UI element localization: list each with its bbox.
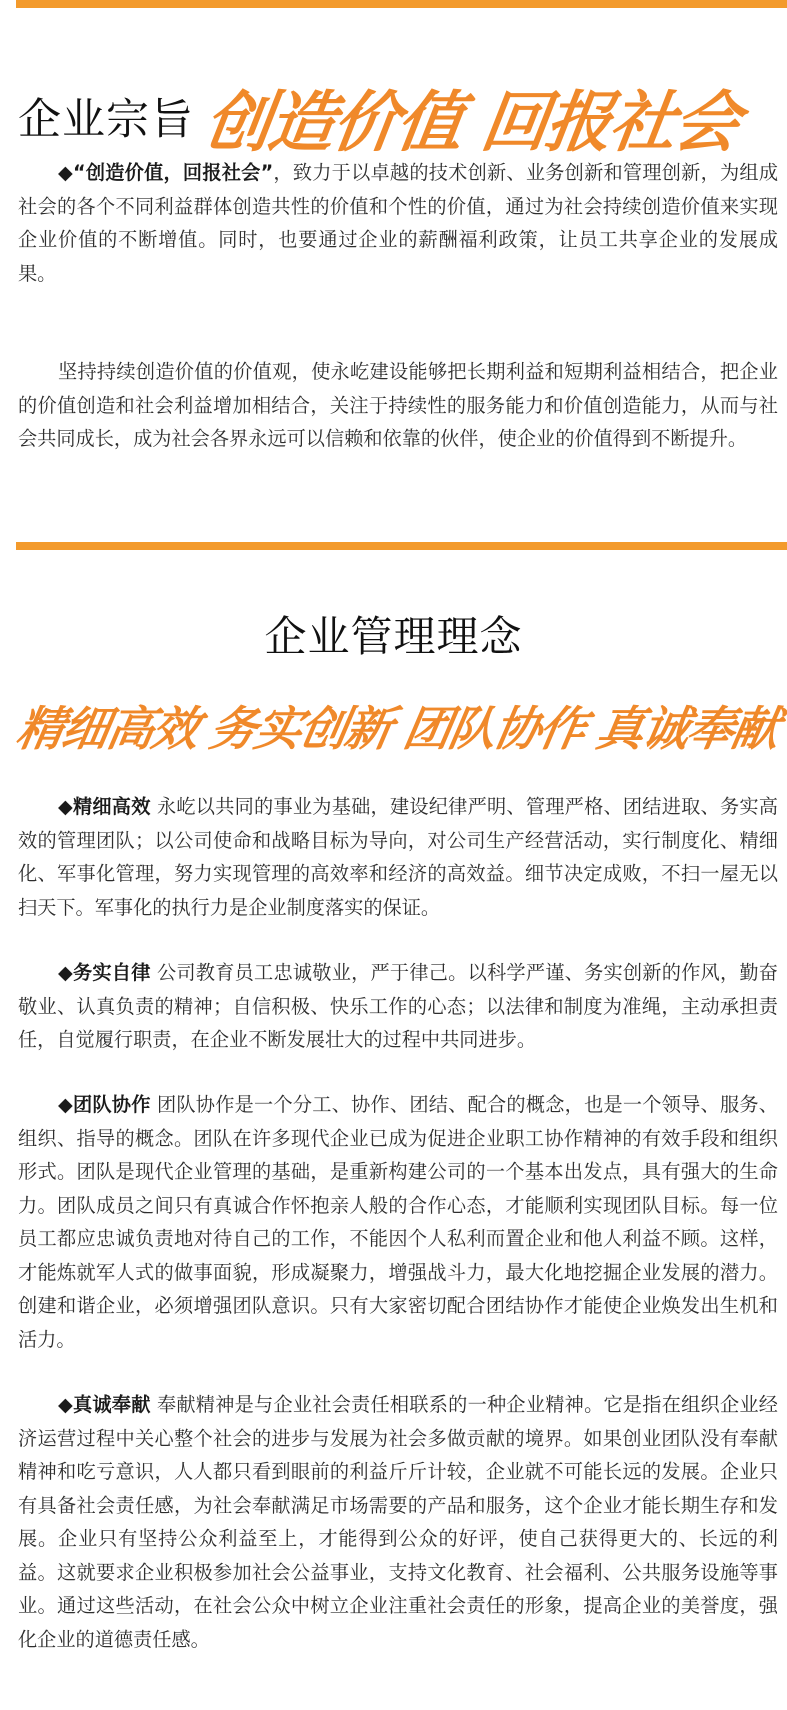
diamond-bullet-icon: ◆	[58, 1393, 73, 1416]
top-divider-bar	[16, 0, 787, 8]
diamond-bullet-icon: ◆	[58, 1093, 73, 1116]
mission-paragraph-1-text: ，致力于以卓越的技术创新、业务创新和管理创新，为组成社会的各个不同利益群体创造共性的价值和个性的价值，通过为社会持续创造价值来实现企业价值的不断增值。同时，也要通过企业的薪酬福利政策，让员工共享企业的发展成果。	[18, 161, 779, 285]
section-divider-bar	[16, 542, 787, 550]
slogan-1: 精细高效	[12, 701, 203, 757]
calligraphy-slogans	[12, 690, 783, 760]
diamond-bullet-icon: ◆	[58, 961, 73, 984]
mission-paragraph-2	[18, 355, 778, 456]
principle-teamwork	[18, 1088, 778, 1356]
management-philosophy-title: 企业管理理念	[264, 612, 523, 661]
principle-heading: 真诚奉献	[72, 1393, 151, 1416]
principle-sincere-dedication	[18, 1388, 778, 1656]
slogan-4: 真诚奉献	[592, 701, 783, 757]
principle-text: 公司教育员工忠诚敬业，严于律己。以科学严谨、务实创新的作风，勤奋敬业、认真负责的精神；自信积极、快乐工作的心态；以法律和制度为准绳，主动承担责任，自觉履行职责，在企业不断发展壮大的过程中共同进步。	[18, 961, 778, 1051]
principle-refined-efficient	[18, 790, 778, 924]
principle-text: 永屹以共同的事业为基础，建设纪律严明、管理严格、团结进取、务实高效的管理团队；以公司使命和战略目标为导向，对公司生产经营活动，实行制度化、精细化、军事化管理，努力实现管理的高效率和经济的高效益。细节决定成败，不扫一屋无以扫天下。军事化的执行力是企业制度落实的保证。	[18, 795, 778, 919]
principle-heading: 团队协作	[72, 1093, 151, 1116]
mission-paragraph-2-text: 坚持持续创造价值的价值观，使永屹建设能够把长期利益和短期利益相结合，把企业的价值创造和社会利益增加相结合，关注于持续性的服务能力和价值创造能力，从而与社会共同成长，成为社会各界永远可以信赖和依靠的伙伴，使企业的价值得到不断提升。	[18, 360, 778, 450]
diamond-bullet-icon: ◆	[58, 795, 73, 818]
principle-text: 团队协作是一个分工、协作、团结、配合的概念，也是一个领导、服务、组织、指导的概念。团队在许多现代企业已成为促进企业职工协作精神的有效手段和组织形式。团队是现代企业管理的基础，是重新构建公司的一个基本出发点，具有强大的生命力。团队成员之间只有真诚合作怀抱亲人般的合作心态，才能顺利实现团队目标。每一位员工都应忠诚负责地对待自己的工作，不能因个人私利而置企业和他人利益不顾。这样，才能炼就军人式的做事面貌，形成凝聚力，增强战斗力，最大化地挖掘企业发展的潜力。创建和谐企业，必须增强团队意识。只有大家密切配合团结协作才能使企业焕发出生机和活力。	[18, 1093, 778, 1351]
principle-text: 奉献精神是与企业社会责任相联系的一种企业精神。它是指在组织企业经济运营过程中关心整个社会的进步与发展为社会多做贡献的境界。如果创业团队没有奉献精神和吃亏意识，人人都只看到眼前的利益斤斤计较，企业就不可能长远的发展。企业只有具备社会责任感，为社会奉献满足市场需要的产品和服务，这个企业才能长期生存和发展。企业只有坚持公众利益至上，才能得到公众的好评，使自己获得更大的、长远的利益。这就要求企业积极参加社会公益事业，支持文化教育、社会福利、公共服务设施等事业。通过这些活动，在社会公众中树立企业注重社会责任的形象，提高企业的美誉度，强化企业的道德责任感。	[18, 1393, 778, 1651]
principle-pragmatic-discipline	[18, 956, 778, 1057]
principle-heading: 务实自律	[72, 961, 151, 984]
mission-lead: ◆“创造价值，回报社会”	[58, 161, 274, 184]
principle-heading: 精细高效	[72, 795, 151, 818]
mission-paragraph-1	[18, 156, 778, 290]
mission-heading	[18, 76, 744, 161]
mission-calligraphy-title: 创造价值 回报社会	[199, 82, 744, 161]
mission-label: 企业宗旨	[18, 94, 194, 145]
slogan-3: 团队协作	[399, 701, 589, 757]
slogan-2: 务实创新	[205, 701, 396, 757]
